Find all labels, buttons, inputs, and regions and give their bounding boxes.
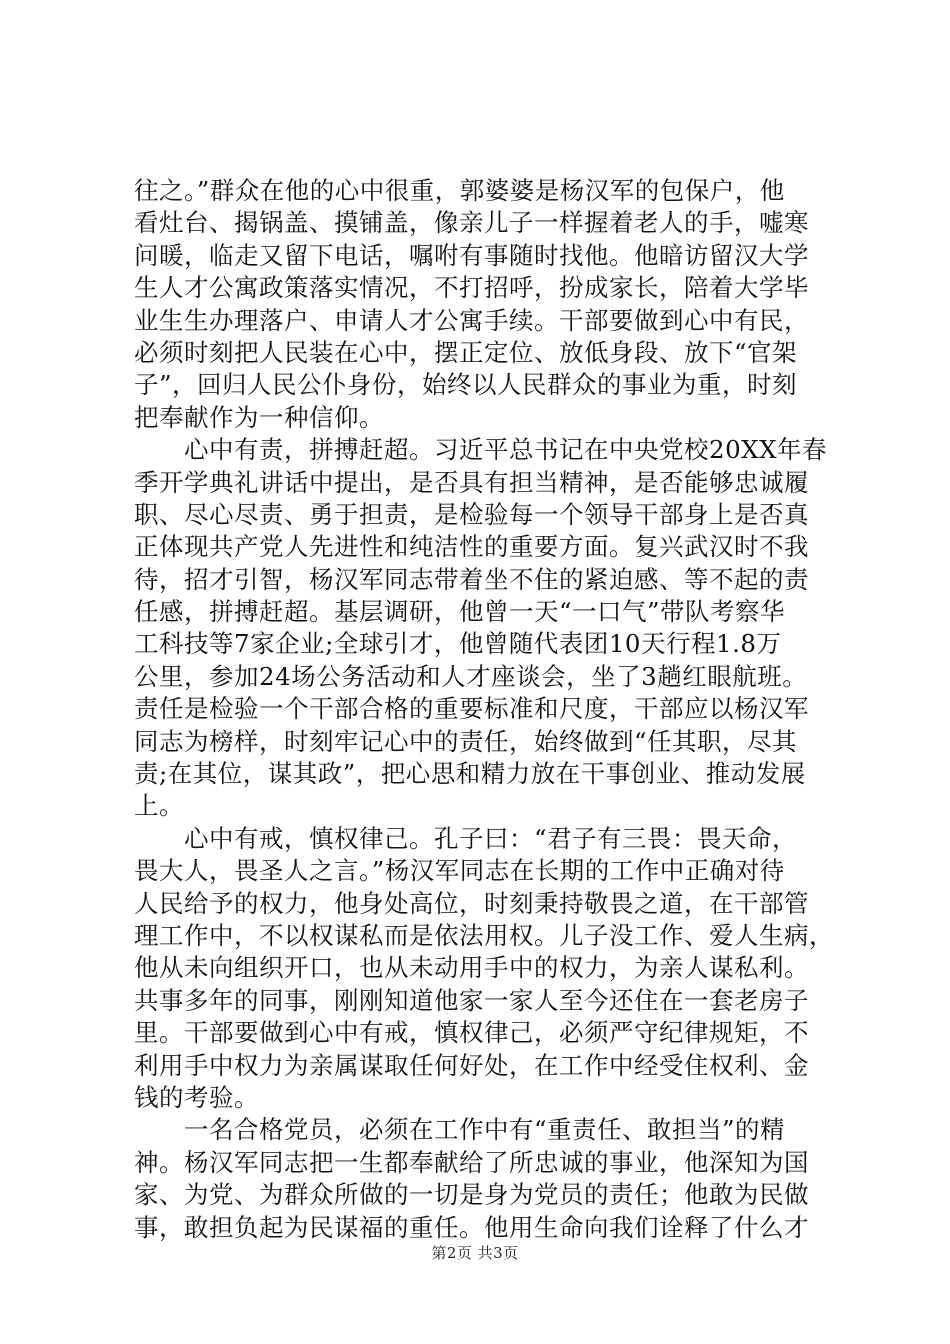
text-line: 把奉献作为一种信仰。 [134,402,384,432]
text-line: 业生生办理落户、申请人才公寓手续。干部要做到心中有民， [134,305,809,335]
text-line: 里。干部要做到心中有戒，慎权律己，必须严守纪律规矩，不 [134,1018,809,1048]
text-line: 公里，参加24场公务活动和人才座谈会，坐了3趟红眼航班。 [134,661,808,691]
text-line: 心中有责，拼搏赶超。习近平总书记在中央党校20XX年春 [134,435,828,465]
text-line: 钱的考验。 [134,1082,259,1112]
text-line: 利用手中权力为亲属谋取任何好处，在工作中经受住权利、金 [134,1050,809,1080]
document-body [134,175,834,1244]
paragraph-4 [134,1114,834,1244]
text-line: 往之。”群众在他的心中很重，郭婆婆是杨汉军的包保户，他 [134,176,785,205]
text-line: 责任是检验一个干部合格的重要标准和尺度，干部应以杨汉军 [134,694,809,724]
text-line: 他从未向组织开口，也从未动用手中的权力，为亲人谋私利。 [134,953,809,983]
page-footer [0,1242,950,1263]
text-line: 季开学典礼讲话中提出，是否具有担当精神，是否能够忠诚履 [134,467,809,497]
text-line: 责;在其位，谋其政”，把心思和精力放在干事创业、推动发展 [134,759,806,789]
text-line: 家、为党、为群众所做的一切是身为党员的责任；他敢为民做 [134,1180,809,1210]
text-line: 心中有戒，慎权律己。孔子曰：“君子有三畏：畏天命， [134,823,798,853]
text-line: 必须时刻把人民装在心中，摆正定位、放低身段、放下“官架 [134,337,798,367]
text-line: 共事多年的同事，刚刚知道他家一家人至今还住在一套老房子 [134,985,809,1015]
text-line: 畏大人，畏圣人之言。”杨汉军同志在长期的工作中正确对待 [134,856,785,886]
text-line: 工科技等7家企业;全球引才，他曾随代表团10天行程1.8万 [134,629,782,659]
text-line: 生人才公寓政策落实情况，不打招呼，扮成家长，陪着大学毕 [134,273,809,303]
text-line: 同志为榜样，时刻牢记心中的责任，始终做到“任其职，尽其 [134,726,798,756]
text-line: 上。 [134,791,184,821]
text-line: 理工作中，不以权谋私而是依法用权。儿子没工作、爱人生病， [134,920,834,950]
text-line: 待，招才引智，杨汉军同志带着坐不住的紧迫感、等不起的责 [134,564,809,594]
paragraph-2 [134,434,834,823]
text-line: 人民给予的权力，他身处高位，时刻秉持敬畏之道，在干部管 [134,888,809,918]
text-line: 看灶台、揭锅盖、摸铺盖，像亲儿子一样握着老人的手，嘘寒 [134,208,809,238]
text-line: 子”，回归人民公仆身份，始终以人民群众的事业为重，时刻 [134,370,798,400]
text-line: 正体现共产党人先进性和纯洁性的重要方面。复兴武汉时不我 [134,532,809,562]
paragraph-3 [134,823,834,1115]
page-number-label: 第2页 共3页 [431,1244,519,1262]
text-line: 问暖，临走又留下电话，嘱咐有事随时找他。他暗访留汉大学 [134,240,809,270]
text-line: 任感，拼搏赶超。基层调研，他曾一天“一口气”带队考察华 [134,597,786,627]
text-line: 事，敢担负起为民谋福的重任。他用生命向我们诠释了什么才 [134,1212,809,1242]
text-line: 职、尽心尽责、勇于担责，是检验每一个领导干部身上是否真 [134,499,809,529]
text-line: 神。杨汉军同志把一生都奉献给了所忠诚的事业，他深知为国 [134,1147,809,1177]
paragraph-1 [134,175,834,434]
text-line: 一名合格党员，必须在工作中有“重责任、敢担当”的精 [134,1115,786,1145]
